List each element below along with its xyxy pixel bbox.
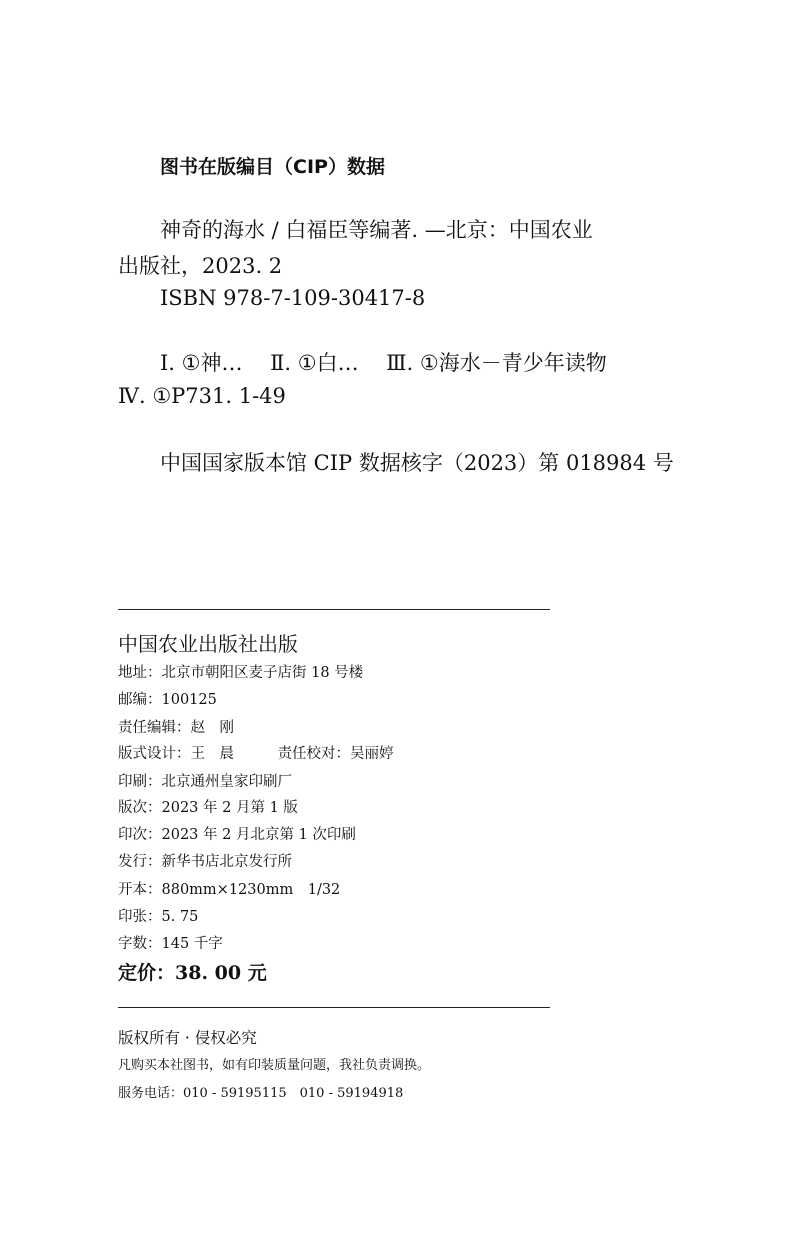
service-phone: 服务电话：010 - 59195115 010 - 59194918 <box>118 1086 404 1101</box>
divider-top <box>118 609 550 610</box>
publisher-address: 地址：北京市朝阳区麦子店街 18 号楼 <box>118 665 364 681</box>
book-format: 开本：880mm×1230mm 1/32 <box>118 882 341 898</box>
publisher-name: 中国农业出版社出版 <box>118 632 298 656</box>
copyright-notice: 版权所有 · 侵权必究 <box>118 1029 257 1047</box>
printer: 印刷：北京通州皇家印刷厂 <box>118 774 292 790</box>
cip-isbn: ISBN 978-7-109-30417-8 <box>160 286 426 310</box>
publisher-postcode: 邮编：100125 <box>118 692 217 708</box>
cip-title: 图书在版编目（CIP）数据 <box>160 156 385 178</box>
price: 定价：38. 00 元 <box>118 962 267 984</box>
quality-notice: 凡购买本社图书，如有印装质量问题，我社负责调换。 <box>118 1058 431 1073</box>
cip-book-line: 神奇的海水 / 白福臣等编著. —北京：中国农业 <box>160 218 593 242</box>
cip-classification-number: Ⅳ. ①P731. 1-49 <box>118 384 286 408</box>
divider-bottom <box>118 1007 550 1008</box>
distributor: 发行：新华书店北京发行所 <box>118 854 292 870</box>
cip-publisher-line: 出版社，2023. 2 <box>118 254 283 278</box>
design-and-proofreader: 版式设计：王 晨 责任校对：吴丽婷 <box>118 746 394 762</box>
cip-classification-line: Ⅰ. ①神… Ⅱ. ①白… Ⅲ. ①海水－青少年读物 <box>160 351 607 375</box>
responsible-editor: 责任编辑：赵 刚 <box>118 720 234 736</box>
cip-approval-number: 中国国家版本馆 CIP 数据核字（2023）第 018984 号 <box>160 451 674 475</box>
edition: 版次：2023 年 2 月第 1 版 <box>118 800 298 816</box>
word-count: 字数：145 千字 <box>118 936 223 952</box>
printing: 印次：2023 年 2 月北京第 1 次印刷 <box>118 827 356 843</box>
printed-sheets: 印张：5. 75 <box>118 909 199 925</box>
